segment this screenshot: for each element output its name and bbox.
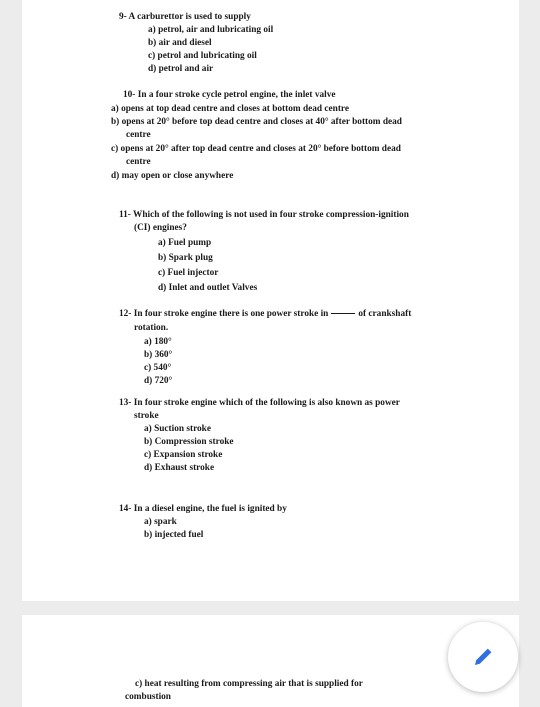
question-13-stem: 13- In four stroke engine which of the following is also known as power (119, 398, 400, 408)
question-12-option-d: d) 720° (144, 376, 173, 386)
question-10-option-b: b) opens at 20° before top dead centre and closes at 40° after bottom dead (111, 117, 402, 127)
question-9-option-b: b) air and diesel (148, 38, 212, 48)
question-9-stem: 9- A carburettor is used to supply (119, 12, 251, 22)
question-11-option-c: c) Fuel injector (158, 268, 219, 278)
question-11-stem-continued: (CI) engines? (134, 223, 187, 233)
question-10-option-c-continued: centre (126, 157, 151, 167)
question-11-stem: 11- Which of the following is not used in four stroke compression-ignition (119, 210, 409, 220)
question-10-option-a: a) opens at top dead centre and closes at bottom dead centre (111, 104, 350, 114)
question-12-option-a: a) 180° (144, 337, 172, 347)
question-10-stem: 10- In a four stroke cycle petrol engine, the inlet valve (123, 90, 336, 100)
question-14-option-b: b) injected fuel (144, 530, 204, 540)
question-10-option-b-continued: centre (126, 130, 151, 140)
question-12-stem-part-1: 12- In four stroke engine there is one power stroke in (119, 309, 329, 319)
question-14-option-c-continued: combustion (125, 692, 171, 702)
question-12-option-b: b) 360° (144, 350, 173, 360)
document-page-2 (22, 615, 519, 707)
question-11-option-b: b) Spark plug (158, 253, 213, 263)
question-13-option-c: c) Expansion stroke (144, 450, 223, 460)
question-12-option-c: c) 540° (144, 363, 172, 373)
question-9-option-d: d) petrol and air (148, 64, 214, 74)
edit-button[interactable] (448, 622, 518, 692)
question-10-option-c: c) opens at 20° after top dead centre and closes at 20° before bottom dead (111, 144, 401, 154)
question-13-stem-continued: stroke (134, 411, 159, 421)
question-14-option-a: a) spark (144, 517, 177, 527)
question-11-option-a: a) Fuel pump (158, 238, 212, 248)
question-11-option-d: d) Inlet and outlet Valves (158, 283, 258, 293)
question-13-option-d: d) Exhaust stroke (144, 463, 215, 473)
question-10-option-d: d) may open or close anywhere (111, 171, 234, 181)
question-13-option-b: b) Compression stroke (144, 437, 234, 447)
question-13-option-a: a) Suction stroke (144, 424, 211, 434)
pencil-icon (471, 645, 495, 669)
question-12-stem-part-2: of crankshaft (358, 309, 412, 319)
document-page-1 (22, 0, 519, 601)
question-12-stem-continued: rotation. (134, 323, 169, 333)
question-14-stem: 14- In a diesel engine, the fuel is ignited by (119, 504, 287, 514)
answer-blank (331, 313, 355, 314)
question-14-option-c: c) heat resulting from compressing air that is supplied for (135, 679, 363, 689)
question-9-option-a: a) petrol, air and lubricating oil (148, 25, 274, 35)
question-12-stem (119, 308, 411, 320)
question-9-option-c: c) petrol and lubricating oil (148, 51, 257, 61)
